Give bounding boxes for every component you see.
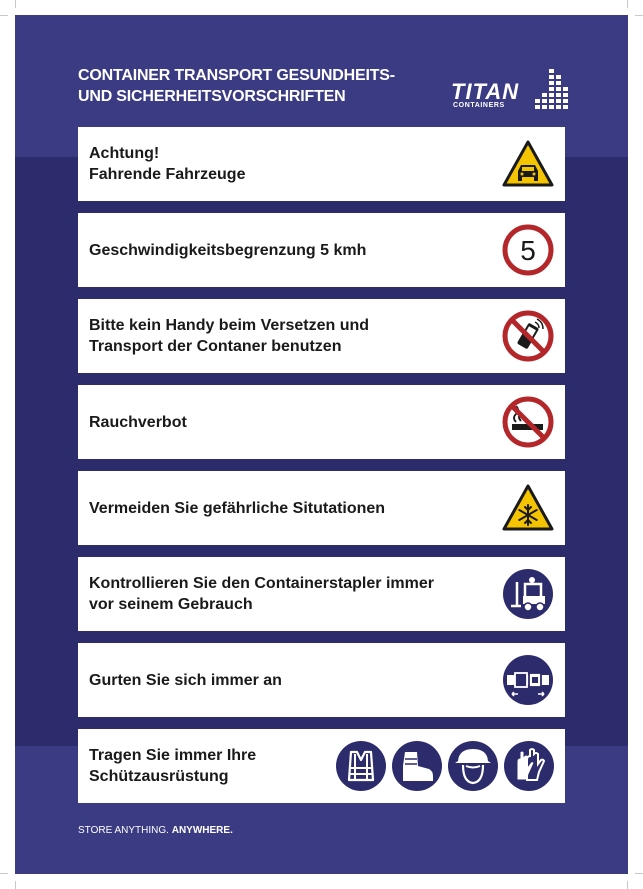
rule-text-line-2: vor seinem Gebrauch: [89, 596, 253, 613]
speed-limit-value: 5: [520, 235, 536, 266]
crop-mark: [0, 15, 8, 16]
poster: [15, 15, 628, 874]
rule-row-moving-vehicles: [78, 127, 565, 201]
rule-row-forklift-check: [78, 557, 565, 631]
titan-containers-logo: [451, 69, 569, 111]
page-title: [78, 65, 458, 107]
rule-row-no-phone: [78, 299, 565, 373]
rule-text: [89, 213, 489, 287]
speed-limit-icon: [502, 224, 554, 276]
hi-vis-vest-icon: [335, 740, 387, 792]
crop-mark: [15, 881, 16, 889]
logo-wordmark: TITAN: [451, 79, 520, 104]
rule-row-protective-equipment: [78, 729, 565, 803]
rule-text-line-1: Tragen Sie immer Ihre: [89, 747, 257, 764]
seatbelt-icon: [502, 654, 554, 706]
moving-vehicle-warning-icon: [501, 139, 555, 189]
forklift-check-icon: [502, 568, 554, 620]
rule-row-hazard: [78, 471, 565, 545]
crop-mark: [627, 881, 628, 889]
no-mobile-phone-icon: [502, 310, 554, 362]
safety-gloves-icon: [503, 740, 555, 792]
rule-text-line-1: Bitte kein Handy beim Versetzen und: [89, 317, 370, 334]
rule-text-line-1: Kontrollieren Sie den Containerstapler immer: [89, 575, 434, 592]
rule-text: [89, 471, 489, 545]
title-line-1: CONTAINER TRANSPORT GESUNDHEITS-: [78, 67, 395, 84]
rule-text-line-1: Gurten Sie sich immer an: [89, 671, 282, 689]
rule-text-line-1: Geschwindigkeitsbegrenzung 5 kmh: [89, 241, 367, 259]
rule-text: [89, 643, 489, 717]
rule-text: [89, 385, 489, 459]
crop-mark: [0, 873, 8, 874]
footer-tagline: [78, 825, 233, 837]
title-line-2: UND SICHERHEITSVORSCHRIFTEN: [78, 88, 346, 105]
hard-hat-icon: [447, 740, 499, 792]
tagline-regular: STORE ANYTHING.: [78, 825, 172, 836]
logo-subline: CONTAINERS: [453, 102, 505, 109]
no-smoking-icon: [502, 396, 554, 448]
rule-row-speed-limit: [78, 213, 565, 287]
rule-text-line-1: Rauchverbot: [89, 413, 187, 431]
rule-row-no-smoking: [78, 385, 565, 459]
rule-text: [89, 127, 489, 201]
rule-text-line-1: Vermeiden Sie gefährliche Situtationen: [89, 499, 386, 517]
rule-row-seatbelt: [78, 643, 565, 717]
tagline-bold: ANYWHERE.: [171, 825, 233, 836]
rule-text-line-2: Schützausrüstung: [89, 768, 229, 785]
crop-mark: [635, 15, 643, 16]
rule-text: [89, 557, 489, 631]
rule-text-line-2: Fahrende Fahrzeuge: [89, 166, 246, 183]
crop-mark: [635, 873, 643, 874]
hazard-warning-icon: [501, 483, 555, 533]
rule-text: [89, 299, 489, 373]
rule-text-line-1: Achtung!: [89, 145, 160, 162]
logo-container-grid-icon: [535, 69, 569, 109]
crop-mark: [15, 0, 16, 8]
rule-text-line-2: Transport der Contaner benutzen: [89, 338, 342, 355]
safety-boot-icon: [391, 740, 443, 792]
crop-mark: [627, 0, 628, 8]
